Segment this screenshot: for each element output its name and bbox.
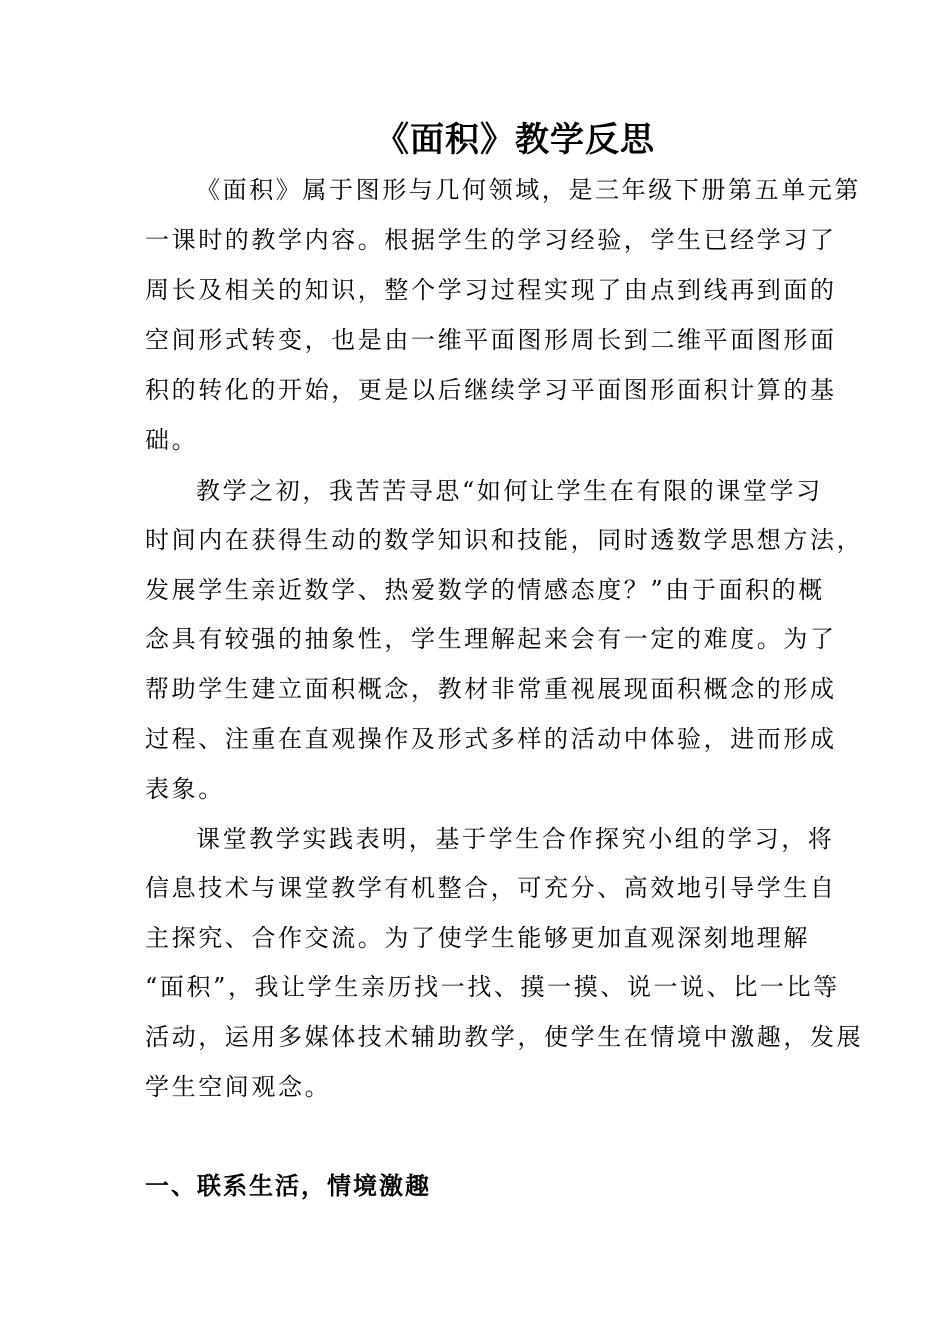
paragraph-2-line-3: 发展学生亲近数学、热爱数学的情感态度？”由于面积的概 (145, 576, 825, 604)
paragraph-2-line-1: 教学之初，我苦苦寻思“如何让学生在有限的课堂学习 (196, 477, 823, 505)
paragraph-3-line-2: 信息技术与课堂教学有机整合，可充分、高效地引导学生自 (145, 874, 837, 902)
paragraph-2-line-2: 时间内在获得生动的数学知识和技能，同时透数学思想方法， (145, 526, 864, 554)
document-title: 《面积》教学反思 (375, 120, 655, 160)
paragraph-2-line-6: 过程、注重在直观操作及形式多样的活动中体验，进而形成 (145, 725, 837, 753)
section-heading: 一、联系生活，情境激趣 (145, 1171, 431, 1200)
paragraph-2-line-7: 表象。 (145, 775, 225, 803)
paragraph-3-line-1: 课堂教学实践表明，基于学生合作探究小组的学习，将 (196, 825, 835, 853)
paragraph-1-line-6: 础。 (145, 426, 199, 454)
paragraph-1-line-5: 积的转化的开始，更是以后继续学习平面图形面积计算的基 (145, 376, 837, 404)
paragraph-3-line-4: “面积”，我让学生亲历找一找、摸一摸、说一说、比一比等 (145, 973, 840, 1001)
paragraph-1-line-1: 《面积》属于图形与几何领域，是三年级下册第五单元第 (196, 176, 861, 204)
paragraph-3-line-6: 学生空间观念。 (145, 1073, 332, 1101)
paragraph-3-line-3: 主探究、合作交流。为了使学生能够更加直观深刻地理解 (145, 924, 810, 952)
paragraph-1-line-3: 周长及相关的知识，整个学习过程实现了由点到线再到面的 (145, 276, 837, 304)
paragraph-3-line-5: 活动，运用多媒体技术辅助教学，使学生在情境中激趣，发展 (145, 1023, 864, 1051)
paragraph-1-line-4: 空间形式转变，也是由一维平面图形周长到二维平面图形面 (145, 326, 837, 354)
paragraph-1-line-2: 一课时的教学内容。根据学生的学习经验，学生已经学习了 (145, 226, 837, 254)
paragraph-2-line-5: 帮助学生建立面积概念，教材非常重视展现面积概念的形成 (145, 675, 837, 703)
paragraph-2-line-4: 念具有较强的抽象性，学生理解起来会有一定的难度。为了 (145, 625, 837, 653)
